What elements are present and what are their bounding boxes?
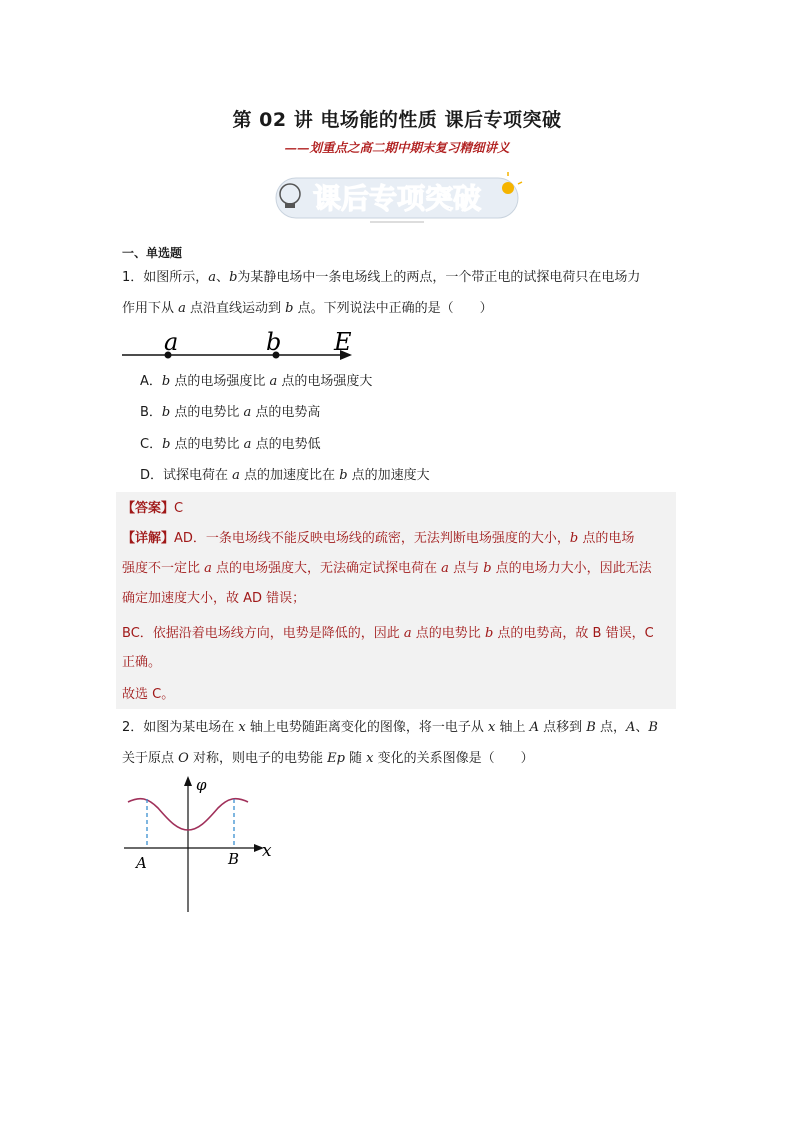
detail-line-5: 正确。: [122, 655, 162, 670]
label-B: B: [228, 850, 240, 868]
option-A[interactable]: A．b 点的电场强度比 a 点的电场强度大: [140, 374, 373, 389]
label-phi: φ: [196, 776, 207, 794]
field-line-figure: [118, 328, 368, 364]
question-2-stem: 2．如图为某电场在 x 轴上电势随距离变化的图像，将一电子从 x 轴上 A 点移到 B 点，A、B 关于原点 O 对称，则电子的电势能 Ep 随 x 变化的关系图像是（ ）: [122, 720, 658, 766]
label-E: E: [334, 328, 352, 356]
potential-graph-figure: [118, 772, 278, 918]
banner-logo: [270, 170, 524, 226]
question-1-stem: 1．如图所示，a、b为某静电场中一条电场线上的两点，一个带正电的试探电荷只在电场力 作用下从 a 点沿直线运动到 b 点。下列说法中正确的是（ ）: [122, 270, 641, 316]
y-axis-arrow-icon: [184, 776, 192, 786]
detail-line-3: 确定加速度大小，故 AD 错误；: [122, 591, 306, 606]
option-D[interactable]: D．试探电荷在 a 点的加速度比在 b 点的加速度大: [140, 468, 430, 483]
page-subtitle: ——划重点之高二期中期末复习精细讲义: [284, 140, 510, 155]
label-x: x: [262, 841, 272, 861]
label-a: a: [164, 328, 179, 356]
label-A: A: [136, 854, 147, 872]
banner-text: 课后专项突破: [312, 182, 482, 215]
detail-line-6: 故选 C。: [122, 687, 175, 702]
detail-line-4: BC．依据沿着电场线方向，电势是降低的，因此 a 点的电势比 b 点的电势高，故 B 错误，C: [122, 626, 654, 641]
option-B[interactable]: B．b 点的电势比 a 点的电势高: [140, 405, 321, 420]
section-heading: 一、单选题: [122, 246, 183, 260]
answer-line: 【答案】C: [122, 501, 184, 516]
detail-line-1: 【详解】AD．一条电场线不能反映电场线的疏密，无法判断电场强度的大小，b 点的电场: [122, 531, 635, 546]
page-title: 第 02 讲 电场能的性质 课后专项突破: [232, 109, 562, 131]
label-b: b: [266, 328, 282, 356]
lightbulb-icon: [502, 182, 514, 194]
detail-line-2: 强度不一定比 a 点的电场强度大，无法确定试探电荷在 a 点与 b 点的电场力大小，因此无法: [122, 561, 652, 576]
option-C[interactable]: C．b 点的电势比 a 点的电势低: [140, 437, 321, 452]
